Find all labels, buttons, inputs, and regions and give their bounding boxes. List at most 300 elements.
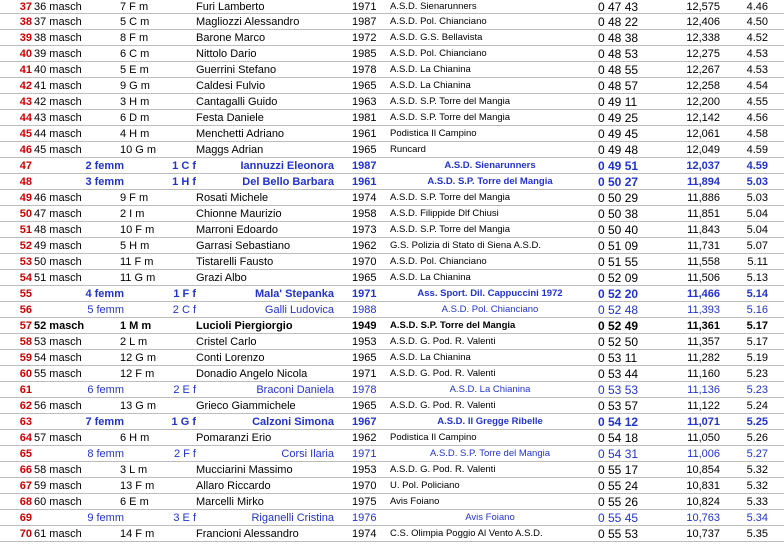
- position-cell: 41: [19, 64, 32, 76]
- position-cell: 49: [19, 192, 32, 204]
- category-code-cell: 3 H m: [120, 96, 150, 108]
- finish-time-cell: 0 52 09: [598, 271, 639, 285]
- club-cell: Avis Foiano: [465, 512, 515, 523]
- category-code-cell: 1 M m: [120, 320, 152, 332]
- category-rank-cell: 9 femm: [87, 512, 124, 524]
- category-code-cell: 12 F m: [120, 368, 155, 380]
- finish-time-cell: 0 52 20: [598, 287, 639, 301]
- table-row: [0, 94, 784, 110]
- athlete-name-cell: Braconi Daniela: [256, 384, 334, 396]
- club-cell: A.S.D. S.P. Torre del Mangia: [390, 112, 511, 123]
- average-speed-cell: 11,393: [687, 304, 720, 316]
- category-rank-cell: 7 femm: [85, 416, 124, 428]
- pace-cell: 5.23: [746, 384, 768, 396]
- pace-cell: 4.59: [746, 144, 768, 156]
- category-rank-cell: 59 masch: [34, 480, 82, 492]
- pace-cell: 5.33: [746, 496, 768, 508]
- table-row: [0, 30, 784, 46]
- birth-year-cell: 1953: [352, 336, 377, 348]
- table-row: [0, 350, 784, 366]
- table-row: [0, 270, 784, 286]
- category-rank-cell: 56 masch: [34, 400, 82, 412]
- birth-year-cell: 1962: [352, 240, 377, 252]
- pace-cell: 4.53: [746, 48, 768, 60]
- club-cell: Avis Foiano: [390, 496, 440, 507]
- pace-cell: 5.14: [746, 288, 768, 300]
- finish-time-cell: 0 49 51: [598, 159, 639, 173]
- category-code-cell: 9 F m: [120, 192, 149, 204]
- table-row: [0, 0, 784, 14]
- athlete-name-cell: Grazi Albo: [196, 272, 247, 284]
- category-rank-cell: 8 femm: [87, 448, 124, 460]
- table-row: [0, 478, 784, 494]
- category-code-cell: 1 H f: [172, 176, 196, 188]
- birth-year-cell: 1974: [352, 528, 377, 540]
- birth-year-cell: 1971: [352, 288, 377, 300]
- table-row: [0, 494, 784, 510]
- athlete-name-cell: Francioni Alessandro: [196, 528, 299, 540]
- club-cell: A.S.D. Pol. Chianciano: [441, 304, 539, 315]
- average-speed-cell: 11,050: [687, 432, 720, 444]
- position-cell: 61: [19, 384, 32, 396]
- average-speed-cell: 11,282: [687, 352, 720, 364]
- club-cell: A.S.D. Filippide Dlf Chiusi: [390, 208, 499, 219]
- pace-cell: 5.25: [746, 416, 768, 428]
- table-row: [0, 302, 784, 318]
- birth-year-cell: 1965: [352, 80, 377, 92]
- category-code-cell: 7 F m: [120, 1, 149, 13]
- category-rank-cell: 53 masch: [34, 336, 82, 348]
- average-speed-cell: 12,258: [686, 80, 720, 92]
- club-cell: A.S.D. S.P. Torre del Mangia: [427, 176, 553, 187]
- category-code-cell: 1 F f: [173, 288, 196, 300]
- athlete-name-cell: Chionne Maurizio: [196, 208, 282, 220]
- athlete-name-cell: Lucioli Piergiorgio: [196, 320, 293, 332]
- club-cell: A.S.D. La Chianina: [390, 64, 471, 75]
- average-speed-cell: 11,071: [686, 416, 720, 428]
- finish-time-cell: 0 52 48: [598, 303, 639, 317]
- finish-time-cell: 0 54 31: [598, 447, 639, 461]
- finish-time-cell: 0 51 09: [598, 239, 639, 253]
- pace-cell: 4.54: [746, 80, 768, 92]
- pace-cell: 5.27: [746, 448, 768, 460]
- average-speed-cell: 10,831: [686, 480, 720, 492]
- category-code-cell: 1 G f: [171, 416, 196, 428]
- category-code-cell: 10 G m: [120, 144, 157, 156]
- average-speed-cell: 12,049: [686, 144, 720, 156]
- category-rank-cell: 48 masch: [34, 224, 82, 236]
- average-speed-cell: 12,142: [686, 112, 720, 124]
- birth-year-cell: 1988: [352, 304, 377, 316]
- athlete-name-cell: Allaro Riccardo: [196, 480, 271, 492]
- finish-time-cell: 0 51 55: [598, 255, 639, 269]
- position-cell: 50: [19, 208, 32, 220]
- athlete-name-cell: Galli Ludovica: [264, 304, 334, 316]
- table-row: [0, 366, 784, 382]
- average-speed-cell: 11,361: [686, 320, 720, 332]
- table-row: [0, 206, 784, 222]
- category-code-cell: 3 E f: [173, 512, 196, 524]
- average-speed-cell: 11,731: [687, 240, 720, 252]
- club-cell: Podistica Il Campino: [390, 128, 477, 139]
- average-speed-cell: 12,275: [686, 48, 720, 60]
- club-cell: U. Pol. Policiano: [390, 480, 460, 491]
- table-row: [0, 526, 784, 542]
- position-cell: 57: [19, 320, 32, 332]
- athlete-name-cell: Corsi Ilaria: [281, 448, 334, 460]
- birth-year-cell: 1978: [352, 384, 377, 396]
- category-code-cell: 6 H m: [120, 432, 150, 444]
- category-rank-cell: 4 femm: [85, 288, 124, 300]
- average-speed-cell: 12,267: [686, 64, 720, 76]
- club-cell: A.S.D. G.S. Bellavista: [390, 32, 483, 43]
- table-row: [0, 110, 784, 126]
- table-row: [0, 174, 784, 190]
- table-row: [0, 254, 784, 270]
- club-cell: A.S.D. S.P. Torre del Mangia: [390, 192, 511, 203]
- finish-time-cell: 0 49 48: [598, 143, 639, 157]
- athlete-name-cell: Mala' Stepanka: [254, 288, 334, 300]
- finish-time-cell: 0 53 11: [598, 351, 638, 365]
- category-rank-cell: 46 masch: [34, 192, 82, 204]
- finish-time-cell: 0 55 24: [598, 479, 639, 493]
- club-cell: A.S.D. G. Pod. R. Valenti: [390, 400, 496, 411]
- athlete-name-cell: Rosati Michele: [196, 192, 269, 204]
- birth-year-cell: 1971: [352, 1, 377, 13]
- category-code-cell: 5 C m: [120, 16, 150, 28]
- position-cell: 60: [19, 368, 32, 380]
- table-row: [0, 126, 784, 142]
- pace-cell: 4.50: [746, 16, 768, 28]
- category-code-cell: 2 E f: [173, 384, 196, 396]
- club-cell: A.S.D. G. Pod. R. Valenti: [390, 464, 496, 475]
- birth-year-cell: 1985: [352, 48, 377, 60]
- club-cell: A.S.D. S.P. Torre del Mangia: [390, 224, 511, 235]
- average-speed-cell: 11,122: [687, 400, 720, 412]
- position-cell: 48: [19, 176, 32, 188]
- finish-time-cell: 0 48 55: [598, 63, 639, 77]
- category-code-cell: 3 L m: [120, 464, 148, 476]
- category-code-cell: 11 F m: [120, 256, 154, 268]
- position-cell: 64: [19, 432, 32, 444]
- club-cell: Ass. Sport. Dil. Cappuccini 1972: [417, 288, 563, 299]
- club-cell: C.S. Olimpia Poggio Al Vento A.S.D.: [390, 528, 543, 539]
- birth-year-cell: 1970: [352, 256, 377, 268]
- athlete-name-cell: Tistarelli Fausto: [196, 256, 274, 268]
- club-cell: Podistica Il Campino: [390, 432, 477, 443]
- athlete-name-cell: Festa Daniele: [196, 112, 264, 124]
- average-speed-cell: 11,136: [687, 384, 720, 396]
- position-cell: 55: [19, 288, 32, 300]
- table-row: [0, 430, 784, 446]
- finish-time-cell: 0 48 22: [598, 15, 639, 29]
- position-cell: 65: [19, 448, 32, 460]
- pace-cell: 5.03: [746, 176, 768, 188]
- birth-year-cell: 1974: [352, 192, 377, 204]
- pace-cell: 4.52: [746, 32, 768, 44]
- category-code-cell: 2 I m: [120, 208, 145, 220]
- athlete-name-cell: Grieco Giammichele: [196, 400, 296, 412]
- pace-cell: 5.19: [746, 352, 768, 364]
- pace-cell: 5.11: [747, 256, 768, 268]
- average-speed-cell: 12,338: [686, 32, 720, 44]
- finish-time-cell: 0 54 12: [598, 415, 639, 429]
- position-cell: 54: [19, 272, 32, 284]
- club-cell: A.S.D. S.P. Torre del Mangia: [390, 320, 516, 331]
- birth-year-cell: 1967: [352, 416, 377, 428]
- category-rank-cell: 50 masch: [34, 256, 82, 268]
- athlete-name-cell: Marcelli Mirko: [196, 496, 264, 508]
- position-cell: 42: [19, 80, 32, 92]
- pace-cell: 4.46: [746, 1, 768, 13]
- finish-time-cell: 0 55 17: [598, 463, 639, 477]
- athlete-name-cell: Calzoni Simona: [252, 416, 334, 428]
- category-rank-cell: 38 masch: [34, 32, 82, 44]
- average-speed-cell: 10,737: [686, 528, 720, 540]
- club-cell: A.S.D. G. Pod. R. Valenti: [390, 368, 496, 379]
- position-cell: 70: [19, 528, 32, 540]
- pace-cell: 5.34: [746, 512, 768, 524]
- position-cell: 40: [19, 48, 32, 60]
- birth-year-cell: 1976: [352, 512, 377, 524]
- finish-time-cell: 0 53 57: [598, 399, 639, 413]
- category-rank-cell: 39 masch: [34, 48, 82, 60]
- club-cell: A.S.D. G. Pod. R. Valenti: [390, 336, 496, 347]
- category-rank-cell: 55 masch: [34, 368, 82, 380]
- club-cell: G.S. Polizia di Stato di Siena A.S.D.: [390, 240, 542, 251]
- athlete-name-cell: Riganelli Cristina: [251, 512, 334, 524]
- club-cell: Runcard: [390, 144, 426, 155]
- category-rank-cell: 41 masch: [34, 80, 82, 92]
- finish-time-cell: 0 53 53: [598, 383, 639, 397]
- finish-time-cell: 0 52 49: [598, 319, 639, 333]
- table-row: [0, 158, 784, 174]
- athlete-name-cell: Maggs Adrian: [196, 144, 264, 156]
- pace-cell: 5.32: [746, 464, 768, 476]
- category-rank-cell: 51 masch: [34, 272, 82, 284]
- birth-year-cell: 1970: [352, 480, 377, 492]
- average-speed-cell: 10,824: [686, 496, 720, 508]
- category-rank-cell: 36 masch: [34, 1, 82, 13]
- pace-cell: 5.07: [746, 240, 768, 252]
- average-speed-cell: 11,843: [687, 224, 720, 236]
- category-code-cell: 1 C f: [172, 160, 196, 172]
- average-speed-cell: 11,886: [687, 192, 720, 204]
- position-cell: 59: [19, 352, 32, 364]
- pace-cell: 5.04: [746, 208, 768, 220]
- position-cell: 63: [19, 416, 32, 428]
- category-rank-cell: 58 masch: [34, 464, 82, 476]
- category-code-cell: 4 H m: [120, 128, 150, 140]
- athlete-name-cell: Cantagalli Guido: [196, 96, 278, 108]
- position-cell: 56: [19, 304, 32, 316]
- birth-year-cell: 1971: [352, 368, 377, 380]
- category-rank-cell: 37 masch: [34, 16, 82, 28]
- athlete-name-cell: Nittolo Dario: [196, 48, 257, 60]
- category-rank-cell: 61 masch: [34, 528, 82, 540]
- table-row: [0, 446, 784, 462]
- birth-year-cell: 1978: [352, 64, 377, 76]
- position-cell: 38: [19, 16, 32, 28]
- finish-time-cell: 0 55 26: [598, 495, 639, 509]
- average-speed-cell: 11,466: [686, 288, 720, 300]
- category-code-cell: 6 D m: [120, 112, 150, 124]
- average-speed-cell: 12,200: [686, 96, 720, 108]
- position-cell: 47: [19, 160, 32, 172]
- table-row: [0, 414, 784, 430]
- position-cell: 69: [19, 512, 32, 524]
- club-cell: A.S.D. La Chianina: [390, 80, 471, 91]
- finish-time-cell: 0 48 38: [598, 31, 639, 45]
- athlete-name-cell: Caldesi Fulvio: [196, 80, 266, 92]
- table-row: [0, 382, 784, 398]
- average-speed-cell: 11,558: [687, 256, 720, 268]
- birth-year-cell: 1971: [352, 448, 377, 460]
- position-cell: 45: [19, 128, 32, 140]
- table-row: [0, 222, 784, 238]
- birth-year-cell: 1958: [352, 208, 377, 220]
- birth-year-cell: 1973: [352, 224, 377, 236]
- birth-year-cell: 1975: [352, 496, 377, 508]
- average-speed-cell: 11,357: [687, 336, 720, 348]
- finish-time-cell: 0 49 45: [598, 127, 639, 141]
- finish-time-cell: 0 49 11: [598, 95, 638, 109]
- pace-cell: 5.13: [746, 272, 768, 284]
- table-row: [0, 510, 784, 526]
- average-speed-cell: 12,575: [686, 1, 720, 13]
- birth-year-cell: 1965: [352, 144, 377, 156]
- category-code-cell: 2 F f: [173, 448, 196, 460]
- average-speed-cell: 11,506: [687, 272, 720, 284]
- category-code-cell: 13 F m: [120, 480, 155, 492]
- pace-cell: 5.03: [746, 192, 768, 204]
- finish-time-cell: 0 55 53: [598, 527, 639, 541]
- pace-cell: 5.17: [746, 320, 768, 332]
- average-speed-cell: 12,037: [686, 160, 720, 172]
- athlete-name-cell: Guerrini Stefano: [196, 64, 277, 76]
- category-rank-cell: 49 masch: [34, 240, 82, 252]
- category-code-cell: 13 G m: [120, 400, 157, 412]
- finish-time-cell: 0 50 38: [598, 207, 639, 221]
- average-speed-cell: 11,894: [686, 176, 720, 188]
- finish-time-cell: 0 49 25: [598, 111, 639, 125]
- pace-cell: 4.58: [746, 128, 768, 140]
- athlete-name-cell: Conti Lorenzo: [196, 352, 265, 364]
- category-rank-cell: 47 masch: [34, 208, 82, 220]
- club-cell: A.S.D. Pol. Chianciano: [390, 16, 487, 27]
- category-code-cell: 6 C m: [120, 48, 150, 60]
- club-cell: A.S.D. Pol. Chianciano: [390, 256, 487, 267]
- table-row: [0, 318, 784, 334]
- category-code-cell: 5 H m: [120, 240, 150, 252]
- category-rank-cell: 3 femm: [85, 176, 124, 188]
- table-row: [0, 78, 784, 94]
- athlete-name-cell: Marroni Edoardo: [196, 224, 278, 236]
- position-cell: 53: [19, 256, 32, 268]
- birth-year-cell: 1965: [352, 352, 377, 364]
- finish-time-cell: 0 50 29: [598, 191, 639, 205]
- average-speed-cell: 12,406: [686, 16, 720, 28]
- average-speed-cell: 12,061: [686, 128, 720, 140]
- category-code-cell: 5 E m: [120, 64, 149, 76]
- position-cell: 68: [19, 496, 32, 508]
- pace-cell: 5.35: [746, 528, 768, 540]
- category-rank-cell: 60 masch: [34, 496, 82, 508]
- club-cell: A.S.D. Sienarunners: [390, 1, 477, 12]
- club-cell: A.S.D. La Chianina: [390, 352, 471, 363]
- birth-year-cell: 1953: [352, 464, 377, 476]
- position-cell: 52: [19, 240, 32, 252]
- club-cell: A.S.D. La Chianina: [390, 272, 471, 283]
- table-row: [0, 462, 784, 478]
- category-rank-cell: 42 masch: [34, 96, 82, 108]
- position-cell: 51: [19, 224, 32, 236]
- position-cell: 58: [19, 336, 32, 348]
- position-cell: 39: [19, 32, 32, 44]
- pace-cell: 4.55: [746, 96, 768, 108]
- category-rank-cell: 54 masch: [34, 352, 82, 364]
- pace-cell: 5.26: [746, 432, 768, 444]
- birth-year-cell: 1949: [352, 320, 377, 332]
- table-row: [0, 14, 784, 30]
- average-speed-cell: 10,763: [686, 512, 720, 524]
- category-rank-cell: 57 masch: [34, 432, 82, 444]
- category-code-cell: 9 G m: [120, 80, 150, 92]
- athlete-name-cell: Garrasi Sebastiano: [196, 240, 291, 252]
- club-cell: A.S.D. La Chianina: [449, 384, 531, 395]
- category-code-cell: 8 F m: [120, 32, 149, 44]
- finish-time-cell: 0 53 44: [598, 367, 639, 381]
- birth-year-cell: 1987: [352, 16, 377, 28]
- athlete-name-cell: Magliozzi Alessandro: [196, 16, 300, 28]
- category-rank-cell: 6 femm: [87, 384, 124, 396]
- position-cell: 46: [19, 144, 32, 156]
- average-speed-cell: 10,854: [686, 464, 720, 476]
- category-rank-cell: 5 femm: [87, 304, 124, 316]
- category-code-cell: 2 L m: [120, 336, 148, 348]
- position-cell: 62: [19, 400, 32, 412]
- athlete-name-cell: Furi Lamberto: [196, 1, 265, 13]
- average-speed-cell: 11,160: [687, 368, 720, 380]
- category-rank-cell: 40 masch: [34, 64, 82, 76]
- birth-year-cell: 1987: [352, 160, 377, 172]
- table-row: [0, 190, 784, 206]
- athlete-name-cell: Pomaranzi Erio: [196, 432, 272, 444]
- position-cell: 37: [19, 1, 32, 13]
- birth-year-cell: 1963: [352, 96, 377, 108]
- table-row: [0, 46, 784, 62]
- category-code-cell: 12 G m: [120, 352, 157, 364]
- birth-year-cell: 1961: [352, 128, 377, 140]
- birth-year-cell: 1981: [352, 112, 377, 124]
- average-speed-cell: 11,006: [687, 448, 720, 460]
- athlete-name-cell: Cristel Carlo: [196, 336, 257, 348]
- pace-cell: 5.17: [746, 336, 768, 348]
- pace-cell: 5.23: [746, 368, 768, 380]
- table-row: [0, 398, 784, 414]
- category-rank-cell: 44 masch: [34, 128, 82, 140]
- birth-year-cell: 1962: [352, 432, 377, 444]
- finish-time-cell: 0 48 57: [598, 79, 639, 93]
- position-cell: 66: [19, 464, 32, 476]
- position-cell: 44: [19, 112, 32, 124]
- birth-year-cell: 1965: [352, 400, 377, 412]
- category-code-cell: 11 G m: [120, 272, 156, 284]
- finish-time-cell: 0 47 43: [598, 0, 639, 14]
- club-cell: A.S.D. S.P. Torre del Mangia: [429, 448, 551, 459]
- position-cell: 67: [19, 480, 32, 492]
- category-rank-cell: 43 masch: [34, 112, 82, 124]
